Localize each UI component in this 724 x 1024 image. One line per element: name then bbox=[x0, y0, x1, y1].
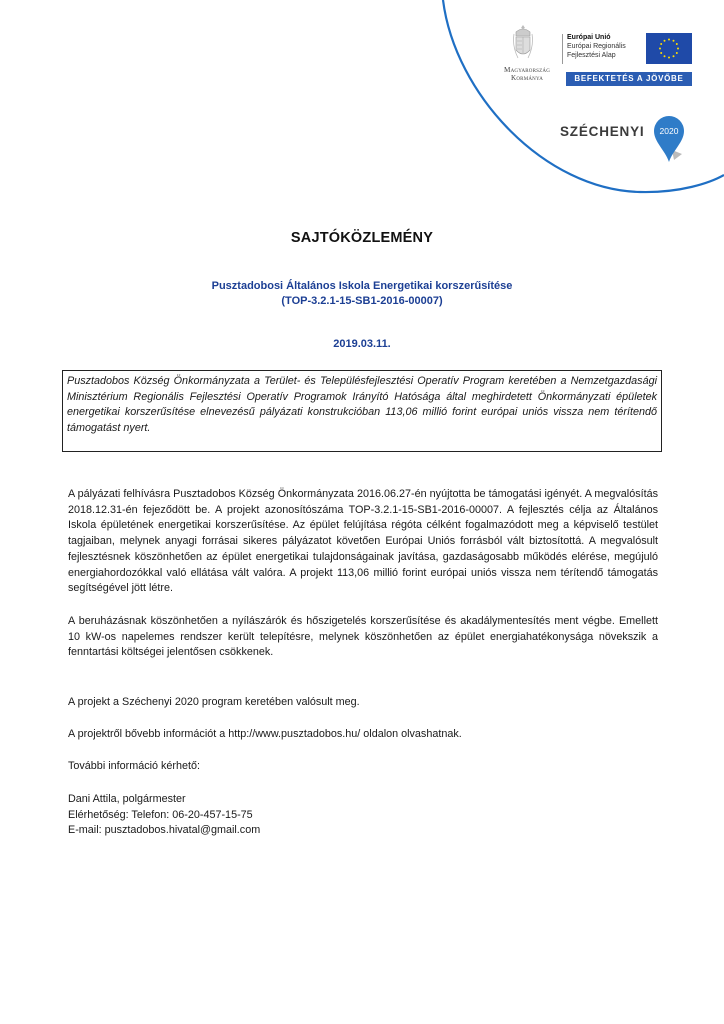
release-date: 2019.03.11. bbox=[333, 338, 391, 350]
page-title: SAJTÓKÖZLEMÉNY bbox=[290, 230, 434, 246]
contact-email-line bbox=[68, 823, 260, 839]
eu-banner: BEFEKTETÉS A JÖVŐBE bbox=[566, 72, 692, 86]
project-name: Pusztadobosi Általános Iskola Energetikai korszerűsítése bbox=[211, 280, 513, 292]
contact-block bbox=[68, 792, 260, 839]
eu-flag-icon bbox=[646, 33, 692, 64]
project-id: (TOP-3.2.1-15-SB1-2016-00007) bbox=[281, 295, 443, 307]
szechenyi-year: 2020 bbox=[659, 126, 679, 136]
more-info-prefix: A projektről bővebb információt a bbox=[68, 728, 229, 740]
body-paragraph-2: A beruházásnak köszönhetően a nyílászárók és hőszigetelés korszerűsítése és akadálymentesítés ment végbe. Emellett 10 kW-os napelemes rendszer került telepítésre, melynek köszönhetően az épület energiahatékonysága növekszik a fenntartási költségei jelentősen csökkenek. bbox=[68, 615, 658, 659]
eu-logo-text bbox=[567, 33, 626, 60]
eu-fund-line2: Fejlesztési Alap bbox=[567, 52, 616, 59]
abstract-box: Pusztadobos Község Önkormányzata a Terület- és Településfejlesztési Operatív Program keretében a Nemzetgazdasági Minisztérium Regionális Fejlesztési Operatív Programok Irányító Hatósága által meghirdetett Önkormányzati épületek energetikai korszerűsítése elnevezésű pályázati konstrukcióban 113,06 millió forint európai uniós vissza nem térítendő támogatást nyert. bbox=[62, 370, 662, 452]
government-line1: Magyarország bbox=[503, 66, 551, 74]
eu-title: Európai Unió bbox=[567, 34, 611, 41]
email-label: E-mail: bbox=[68, 824, 105, 836]
project-subtitle bbox=[0, 279, 724, 309]
website-link[interactable]: http://www.pusztadobos.hu/ bbox=[228, 728, 361, 740]
header-logos bbox=[0, 0, 724, 200]
body-paragraph-1: A pályázati felhívásra Pusztadobos Község Önkormányzata 2016.06.27-én nyújtotta be támogatási igényét. A megvalósítás 2018.12.31-én fejeződött be. A projekt azonosítószáma TOP-3.2.1-15-SB1-2016-00007. A fejlesztés célja az Általános Iskola épületének energetikai korszerűsítése. Az épület felújítása régóta célként fogalmazódott meg a képviselő testület tagjaiban, melynek anyagi forrásai sikeres pályázatot követően Európai Uniós forrásból vált biztosítottá. A megvalósult fejlesztésnek köszönhetően az épület energetikai tulajdonságainak javítása, gazdaságosabb működés elérése, megújuló energiahordozókkal való ellátása vált valóra. A projekt 113,06 millió forint európai uniós vissza nem térítendő támogatás segítségével jött létre. bbox=[68, 488, 658, 595]
szechenyi-logo-text: SZÉCHENYI bbox=[560, 124, 645, 139]
further-info-label: További információ kérhető: bbox=[68, 760, 201, 772]
hungarian-coat-of-arms-icon bbox=[512, 24, 534, 62]
contact-phone: Elérhetőség: Telefon: 06-20-457-15-75 bbox=[68, 808, 253, 821]
more-info-suffix: oldalon olvashatnak. bbox=[360, 728, 462, 740]
government-line2: Kormánya bbox=[510, 74, 544, 82]
eu-fund-line1: Európai Regionális bbox=[567, 43, 626, 50]
szechenyi-2020-pin-icon bbox=[652, 114, 686, 164]
government-logo-label bbox=[497, 66, 557, 82]
more-info-line bbox=[68, 728, 462, 740]
email-link[interactable]: pusztadobos.hivatal@gmail.com bbox=[104, 824, 261, 836]
contact-name: Dani Attila, polgármester bbox=[68, 793, 186, 805]
szechenyi-statement: A projekt a Széchenyi 2020 program keretében valósult meg. bbox=[68, 696, 360, 708]
eu-logo-divider bbox=[562, 34, 563, 64]
